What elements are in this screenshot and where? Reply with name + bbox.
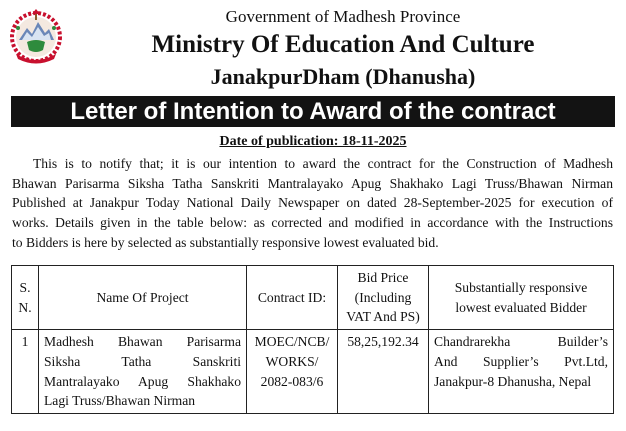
column-header-sn: [12, 266, 39, 330]
notice-title-banner: Letter of Intention to Award of the contract: [11, 96, 615, 127]
ministry-name: Ministry Of Education And Culture: [151, 31, 535, 58]
publication-date: Date of publication: 18-11-2025: [219, 134, 407, 149]
column-header-bidder-line: Substantially responsive: [454, 279, 588, 295]
notice-body-line: works. Details given in the table below: as corrected and modified in accordance with the Instructions: [12, 215, 613, 231]
cell-bidder-line: Chandrarekha Builder’s: [434, 334, 608, 350]
column-header-bidder-line: lowest evaluated Bidder: [455, 299, 587, 315]
column-header-sn-line: N.: [18, 299, 32, 315]
government-name: Government of Madhesh Province: [225, 7, 461, 26]
cell-project-line: Siksha Tatha Sanskriti: [44, 353, 241, 369]
award-table: [11, 265, 614, 414]
column-header-bid-price-line: (Including: [354, 289, 412, 305]
cell-project-line: Mantralayako Apug Shakhako: [44, 373, 241, 389]
notice-body-line: Published at Janakpur Today National Daily Newspaper on dated 28-September-2025 for execution of: [12, 195, 613, 211]
award-table-header-row: [12, 266, 614, 330]
cell-bidder: [429, 330, 614, 414]
cell-bidder-line: And Supplier’s Pvt.Ltd,: [434, 353, 608, 369]
cell-project-name: [39, 330, 247, 414]
notice-body-line: This is to notify that; it is our intention to award the contract for the Construction of Madhesh: [33, 156, 613, 171]
cell-project-line: Lagi Truss/Bhawan Nirman: [44, 393, 196, 409]
cell-bid-price: 58,25,192.34: [338, 330, 429, 414]
cell-project-line: Madhesh Bhawan Parisarma: [44, 334, 241, 350]
column-header-contract-id: Contract ID:: [247, 266, 338, 330]
table-row: [12, 330, 614, 414]
notice-body-line: Bhawan Parisarma Siksha Tatha Sanskriti Mantralayako Apug Shakhako Lagi Truss/Bhawan Nirman: [12, 175, 613, 191]
ministry-location: JanakpurDham (Dhanusha): [210, 64, 476, 89]
column-header-bid-price-line: VAT And PS): [346, 309, 420, 325]
notice-body: [12, 154, 613, 253]
cell-bidder-line: Janakpur-8 Dhanusha, Nepal: [434, 373, 592, 389]
column-header-bidder: [429, 266, 614, 330]
column-header-sn-line: S.: [19, 279, 31, 295]
cell-sn: 1: [12, 330, 39, 414]
cell-contract-line: WORKS/: [265, 353, 319, 369]
column-header-bid-price: [338, 266, 429, 330]
cell-contract-line: 2082-083/6: [260, 373, 324, 389]
column-header-bid-price-line: Bid Price: [357, 270, 409, 285]
nepal-government-emblem-icon: [10, 6, 62, 68]
column-header-project: Name Of Project: [39, 266, 247, 330]
notice-body-line: to Bidders is here by selected as substantially responsive lowest evaluated bid.: [12, 234, 439, 250]
cell-contract-id: [247, 330, 338, 414]
cell-contract-line: MOEC/NCB/: [254, 334, 330, 350]
